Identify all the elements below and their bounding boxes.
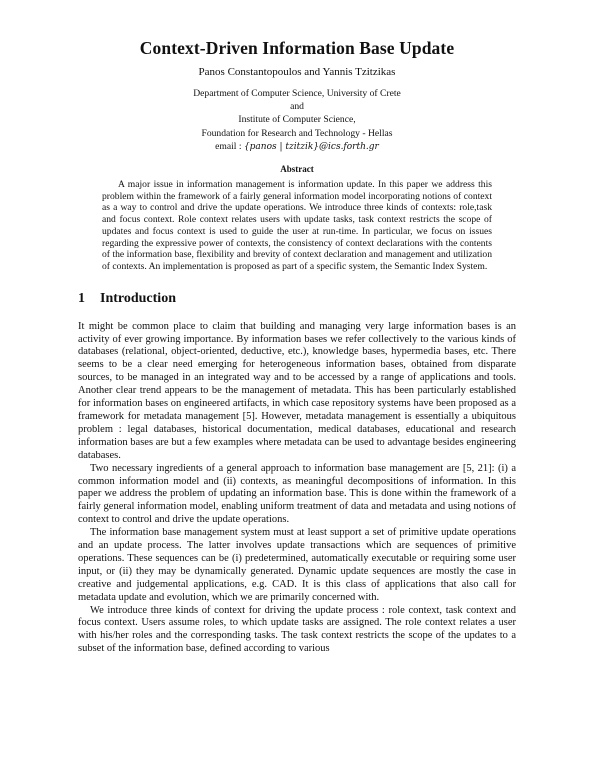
section-heading — [78, 291, 516, 307]
body-paragraph: We introduce three kinds of context for driving the update process : role context, task context and focus context. Users assume roles, to which update tasks are assigned. The role context relates a user with his/her roles and the corresponding tasks. The task context restricts the scope of the updates to a subset of the information base, defined according to various — [78, 604, 516, 655]
email-address: {panos | tzitzik}@ics.forth.gr — [243, 141, 379, 152]
section-title: Introduction — [100, 290, 176, 306]
affiliation-block — [78, 87, 516, 154]
affiliation-line: and — [290, 101, 304, 113]
body-paragraph: The information base management system must at least support a set of primitive update operations and an update process. The latter involves update transactions which are sequences of primitive operations. These sequences can be (i) predetermined, automatically executable or requiring some user input, or (ii) they may be dynamically generated. Dynamic update sequences are mostly the case in creative and judgemental applications, e.g. CAD. It is this class of applications that also call for metadata update and evolution, which we are primarily concerned with. — [78, 527, 516, 603]
section-number: 1 — [78, 290, 85, 306]
body-paragraph: It might be common place to claim that building and managing very large information bases is an activity of ever growing importance. By information bases we refer collectively to the various kinds of databases (relational, object-oriented, deductive, etc.), knowledge bases, hypermedia bases, etc. There seems to be a clear need emerging for heterogeneous information bases, obtained from disparate sources, to be managed in an integrated way and to be accessed by a range of applications and tools. Another clear trend appears to be the management of metadata. This has been particularly established for information bases on engineered artifacts, in which case repository systems have been proposed as a framework for metadata management [5]. However, metadata management is essentially a ubiquitous problem : legal databases, historical documentation, medical databases, educational and research information bases are but a few examples where metadata can be used to advantage besides engineering databases. — [78, 320, 516, 461]
affiliation-line: Foundation for Research and Technology - Hellas — [201, 127, 393, 139]
email-label: email : — [215, 140, 242, 152]
section-body — [78, 321, 516, 657]
abstract-heading: Abstract — [280, 164, 314, 175]
affiliation-line: Department of Computer Science, University of Crete — [193, 88, 401, 99]
paper-title: Context-Driven Information Base Update — [139, 38, 455, 58]
email-line — [78, 140, 516, 154]
affiliation-line: Institute of Computer Science, — [238, 114, 356, 126]
body-paragraph: Two necessary ingredients of a general approach to information base management are [5, 21]: (i) a common information model and (ii) contexts, as meaningful decompositions of information. In this paper we address the problem of updating an information base. This is done within the framework of a fairly general information model, enabling uniform treatment of data and metadata and using notions of context to control and drive the update operations. — [78, 462, 516, 526]
abstract-text: A major issue in information management is information update. In this paper we address this problem within the framework of a fairly general information model incorporating notions of context as a way to control and drive the update operations. We introduce three kinds of contexts: role,task and focus context. Role context relates users with update tasks, task context restricts the scope of updates and focus context is used to guide the user at run-time. In particular, we focus on issues regarding the expressive power of contexts, the consistency of context declarations with the contents of the information base, flexibility and brevity of context declaration and management and utilization of contexts. An implementation is proposed as part of a specific system, the Semantic Index System. — [102, 179, 492, 272]
paper-authors: Panos Constantopoulos and Yannis Tzitzikas — [198, 66, 396, 78]
